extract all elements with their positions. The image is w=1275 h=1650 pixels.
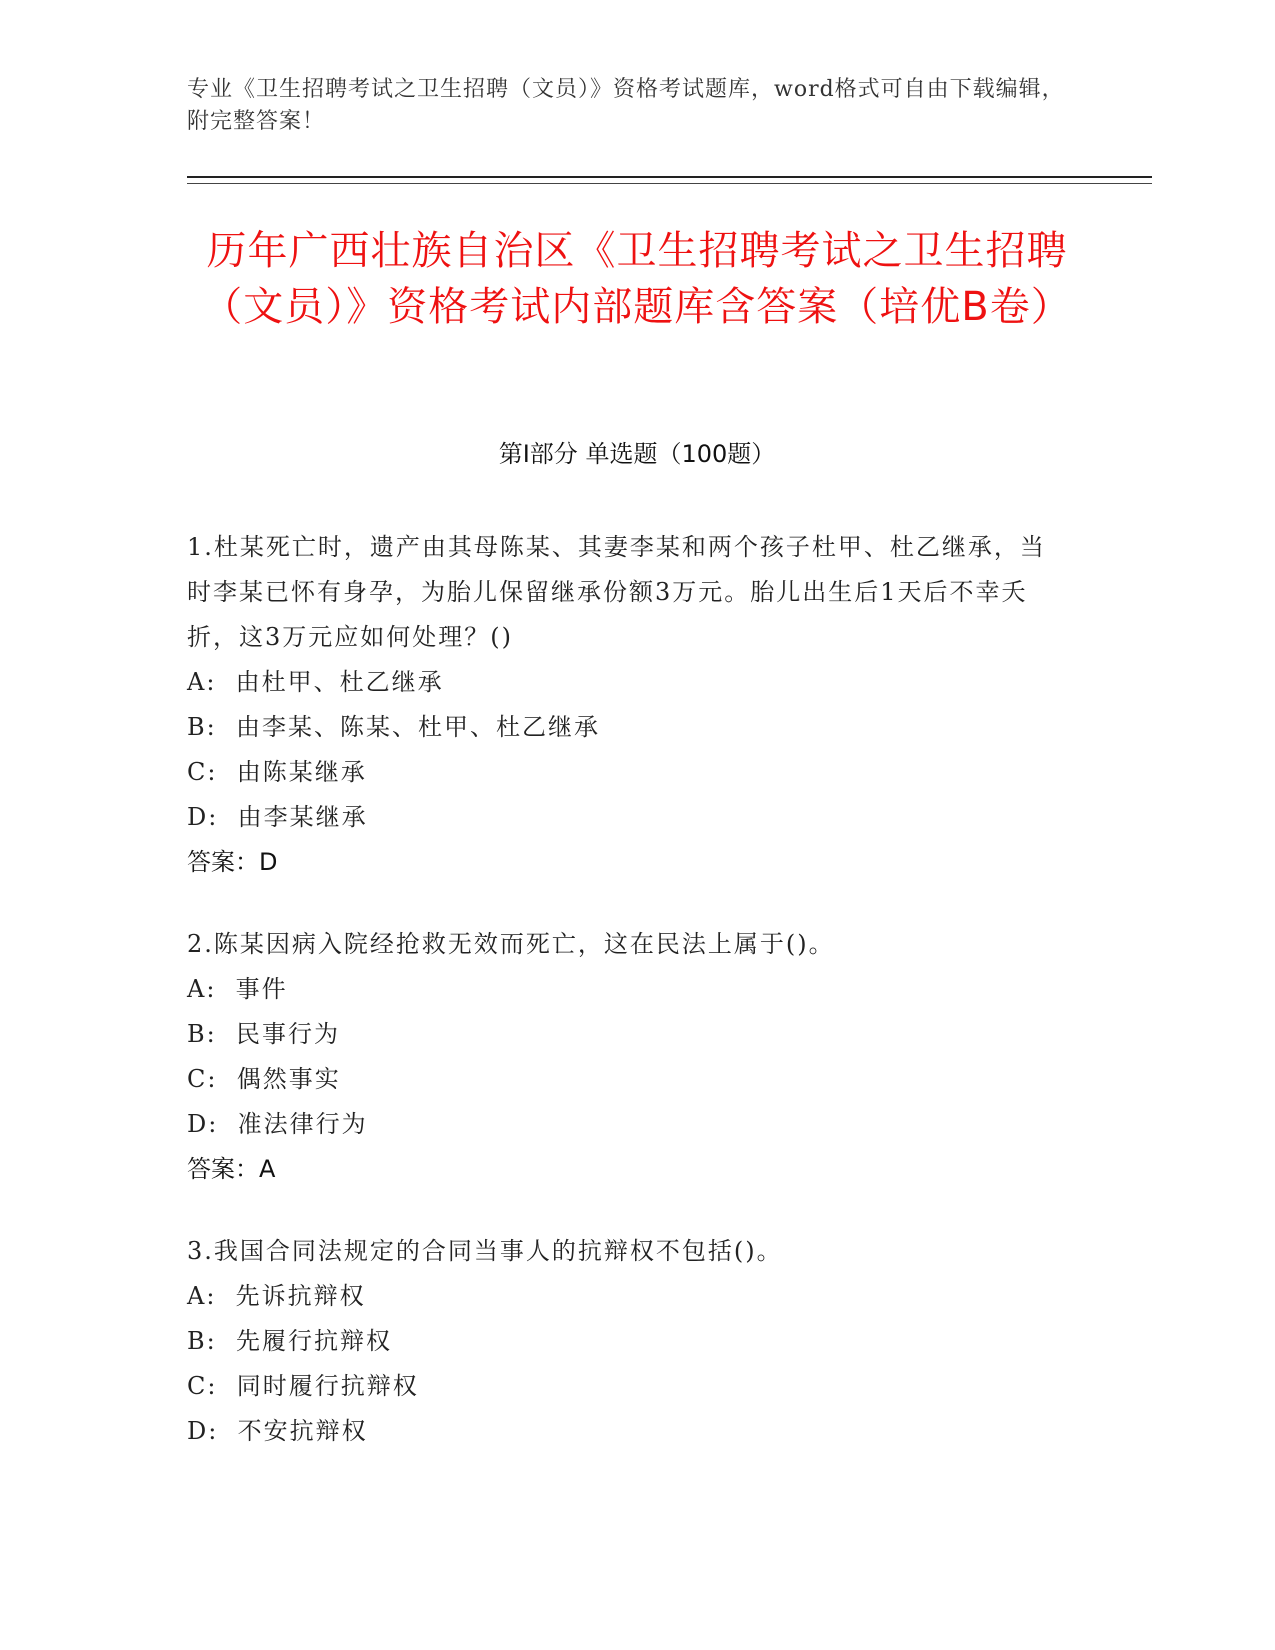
question-stem: 2.陈某因病入院经抢救无效而死亡，这在民法上属于()。	[187, 930, 835, 958]
option-b: B: 由李某、陈某、杜甲、杜乙继承	[187, 713, 600, 741]
option-a: A: 先诉抗辩权	[187, 1282, 366, 1310]
header-note: 专业《卫生招聘考试之卫生招聘（文员）》资格考试题库，word格式可自由下载编辑，附完整答案！	[187, 77, 1065, 134]
option-c: C: 同时履行抗辩权	[187, 1372, 419, 1400]
header-rule-thick	[187, 176, 1152, 178]
document-title: 历年广西壮族自治区《卫生招聘考试之卫生招聘（文员）》资格考试内部题库含答案（培优B卷）	[202, 228, 1072, 330]
question-item	[187, 1229, 1067, 1454]
section-heading: 第Ⅰ部分 单选题（100题）	[498, 440, 776, 468]
option-c: C: 由陈某继承	[187, 758, 367, 786]
question-item	[187, 525, 1067, 885]
question-stem: 3.我国合同法规定的合同当事人的抗辩权不包括()。	[187, 1237, 783, 1265]
answer-line: 答案：D	[187, 848, 278, 876]
option-d: D: 准法律行为	[187, 1110, 368, 1138]
option-a: A: 事件	[187, 975, 288, 1003]
answer-line: 答案：A	[187, 1155, 276, 1183]
option-d: D: 不安抗辩权	[187, 1417, 368, 1445]
option-b: B: 先履行抗辩权	[187, 1327, 392, 1355]
question-list	[187, 525, 1067, 1491]
question-stem: 1.杜某死亡时，遗产由其母陈某、其妻李某和两个孩子杜甲、杜乙继承，当时李某已怀有身孕，为胎儿保留继承份额3万元。胎儿出生后1天后不幸夭折，这3万元应如何处理？()	[187, 533, 1046, 651]
header-rule-thin	[187, 183, 1152, 184]
option-d: D: 由李某继承	[187, 803, 368, 831]
option-c: C: 偶然事实	[187, 1065, 341, 1093]
question-item	[187, 922, 1067, 1192]
option-b: B: 民事行为	[187, 1020, 340, 1048]
option-a: A: 由杜甲、杜乙继承	[187, 668, 444, 696]
